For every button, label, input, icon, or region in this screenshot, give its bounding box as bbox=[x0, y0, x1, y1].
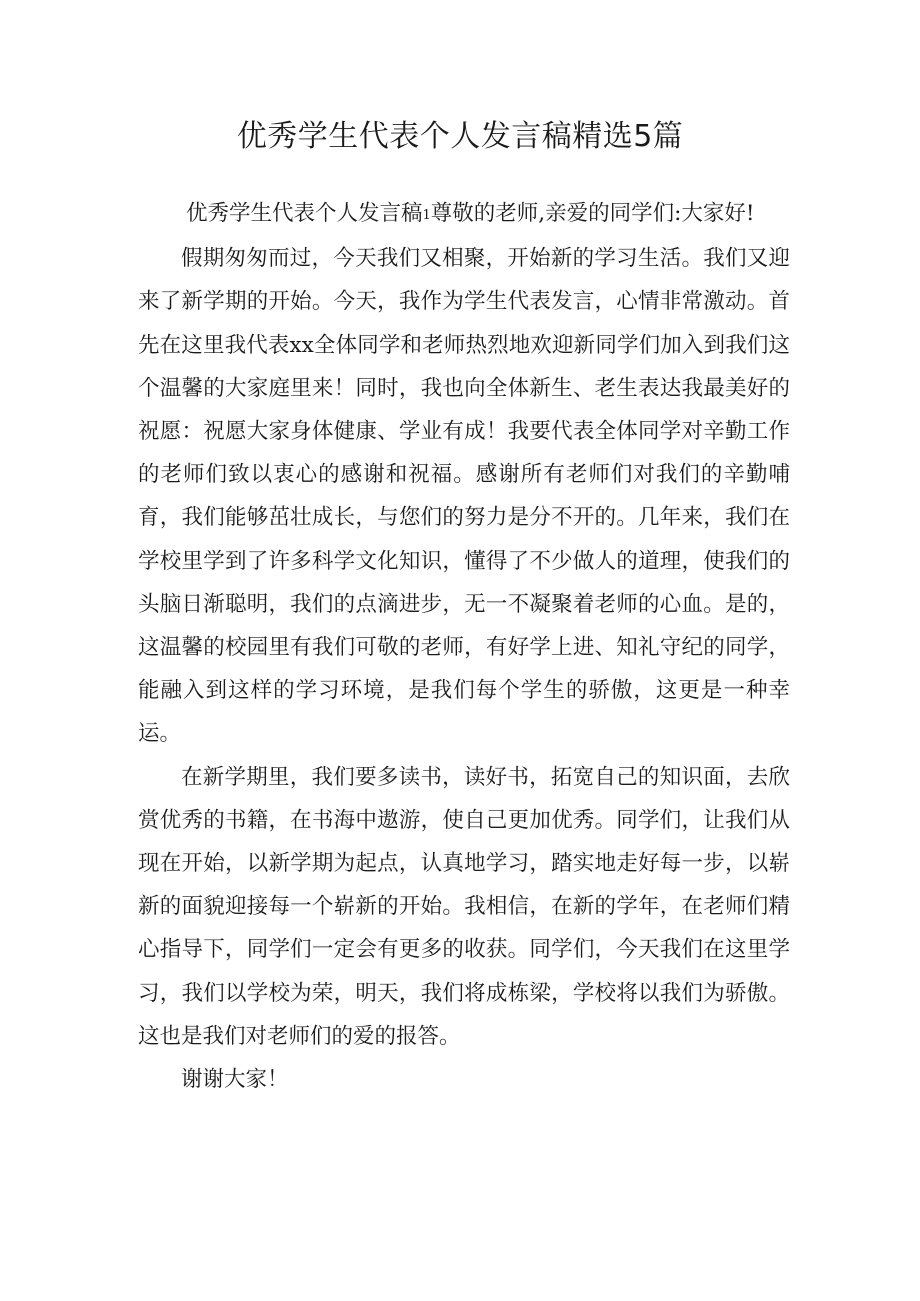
speech-heading-label: 优秀学生代表个人发言稿 bbox=[186, 201, 423, 226]
document-body bbox=[138, 192, 790, 1101]
paragraph-1: 假期匆匆而过，今天我们又相聚，开始新的学习生活。我们又迎来了新学期的开始。今天，我作为学生代表发言，心情非常激动。首先在这里我代表xx全体同学和老师热烈地欢迎新同学们加入到我们这个温馨的大家庭里来！同时，我也向全体新生、老生表达我最美好的祝愿：祝愿大家身体健康、学业有成！我要代表全体同学对辛勤工作的老师们致以衷心的感谢和祝福。感谢所有老师们对我们的辛勤哺育，我们能够茁壮成长，与您们的努力是分不开的。几年来，我们在学校里学到了许多科学文化知识，懂得了不少做人的道理，使我们的头脑日渐聪明，我们的点滴进步，无一不凝聚着老师的心血。是的，这温馨的校园里有我们可敬的老师，有好学上进、知礼守纪的同学，能融入到这样的学习环境，是我们每个学生的骄傲，这更是一种幸运。 bbox=[138, 246, 790, 747]
paragraph-2: 在新学期里，我们要多读书，读好书，拓宽自己的知识面，去欣赏优秀的书籍，在书海中遨游，使自己更加优秀。同学们，让我们从现在开始，以新学期为起点，认真地学习，踏实地走好每一步，以崭新的面貌迎接每一个崭新的开始。我相信，在新的学年，在老师们精心指导下，同学们一定会有更多的收获。同学们，今天我们在这里学习，我们以学校为荣，明天，我们将成栋梁，学校将以我们为骄傲。这也是我们对老师们的爱的报答。 bbox=[138, 764, 790, 1049]
document-title: 优秀学生代表个人发言稿精选5篇 bbox=[236, 119, 684, 154]
speech-greeting: 尊敬的老师,亲爱的同学们:大家好! bbox=[430, 201, 755, 226]
speech-heading bbox=[138, 192, 790, 237]
speech-heading-number: 1 bbox=[422, 208, 431, 223]
paragraph-closing: 谢谢大家！ bbox=[181, 1067, 289, 1093]
